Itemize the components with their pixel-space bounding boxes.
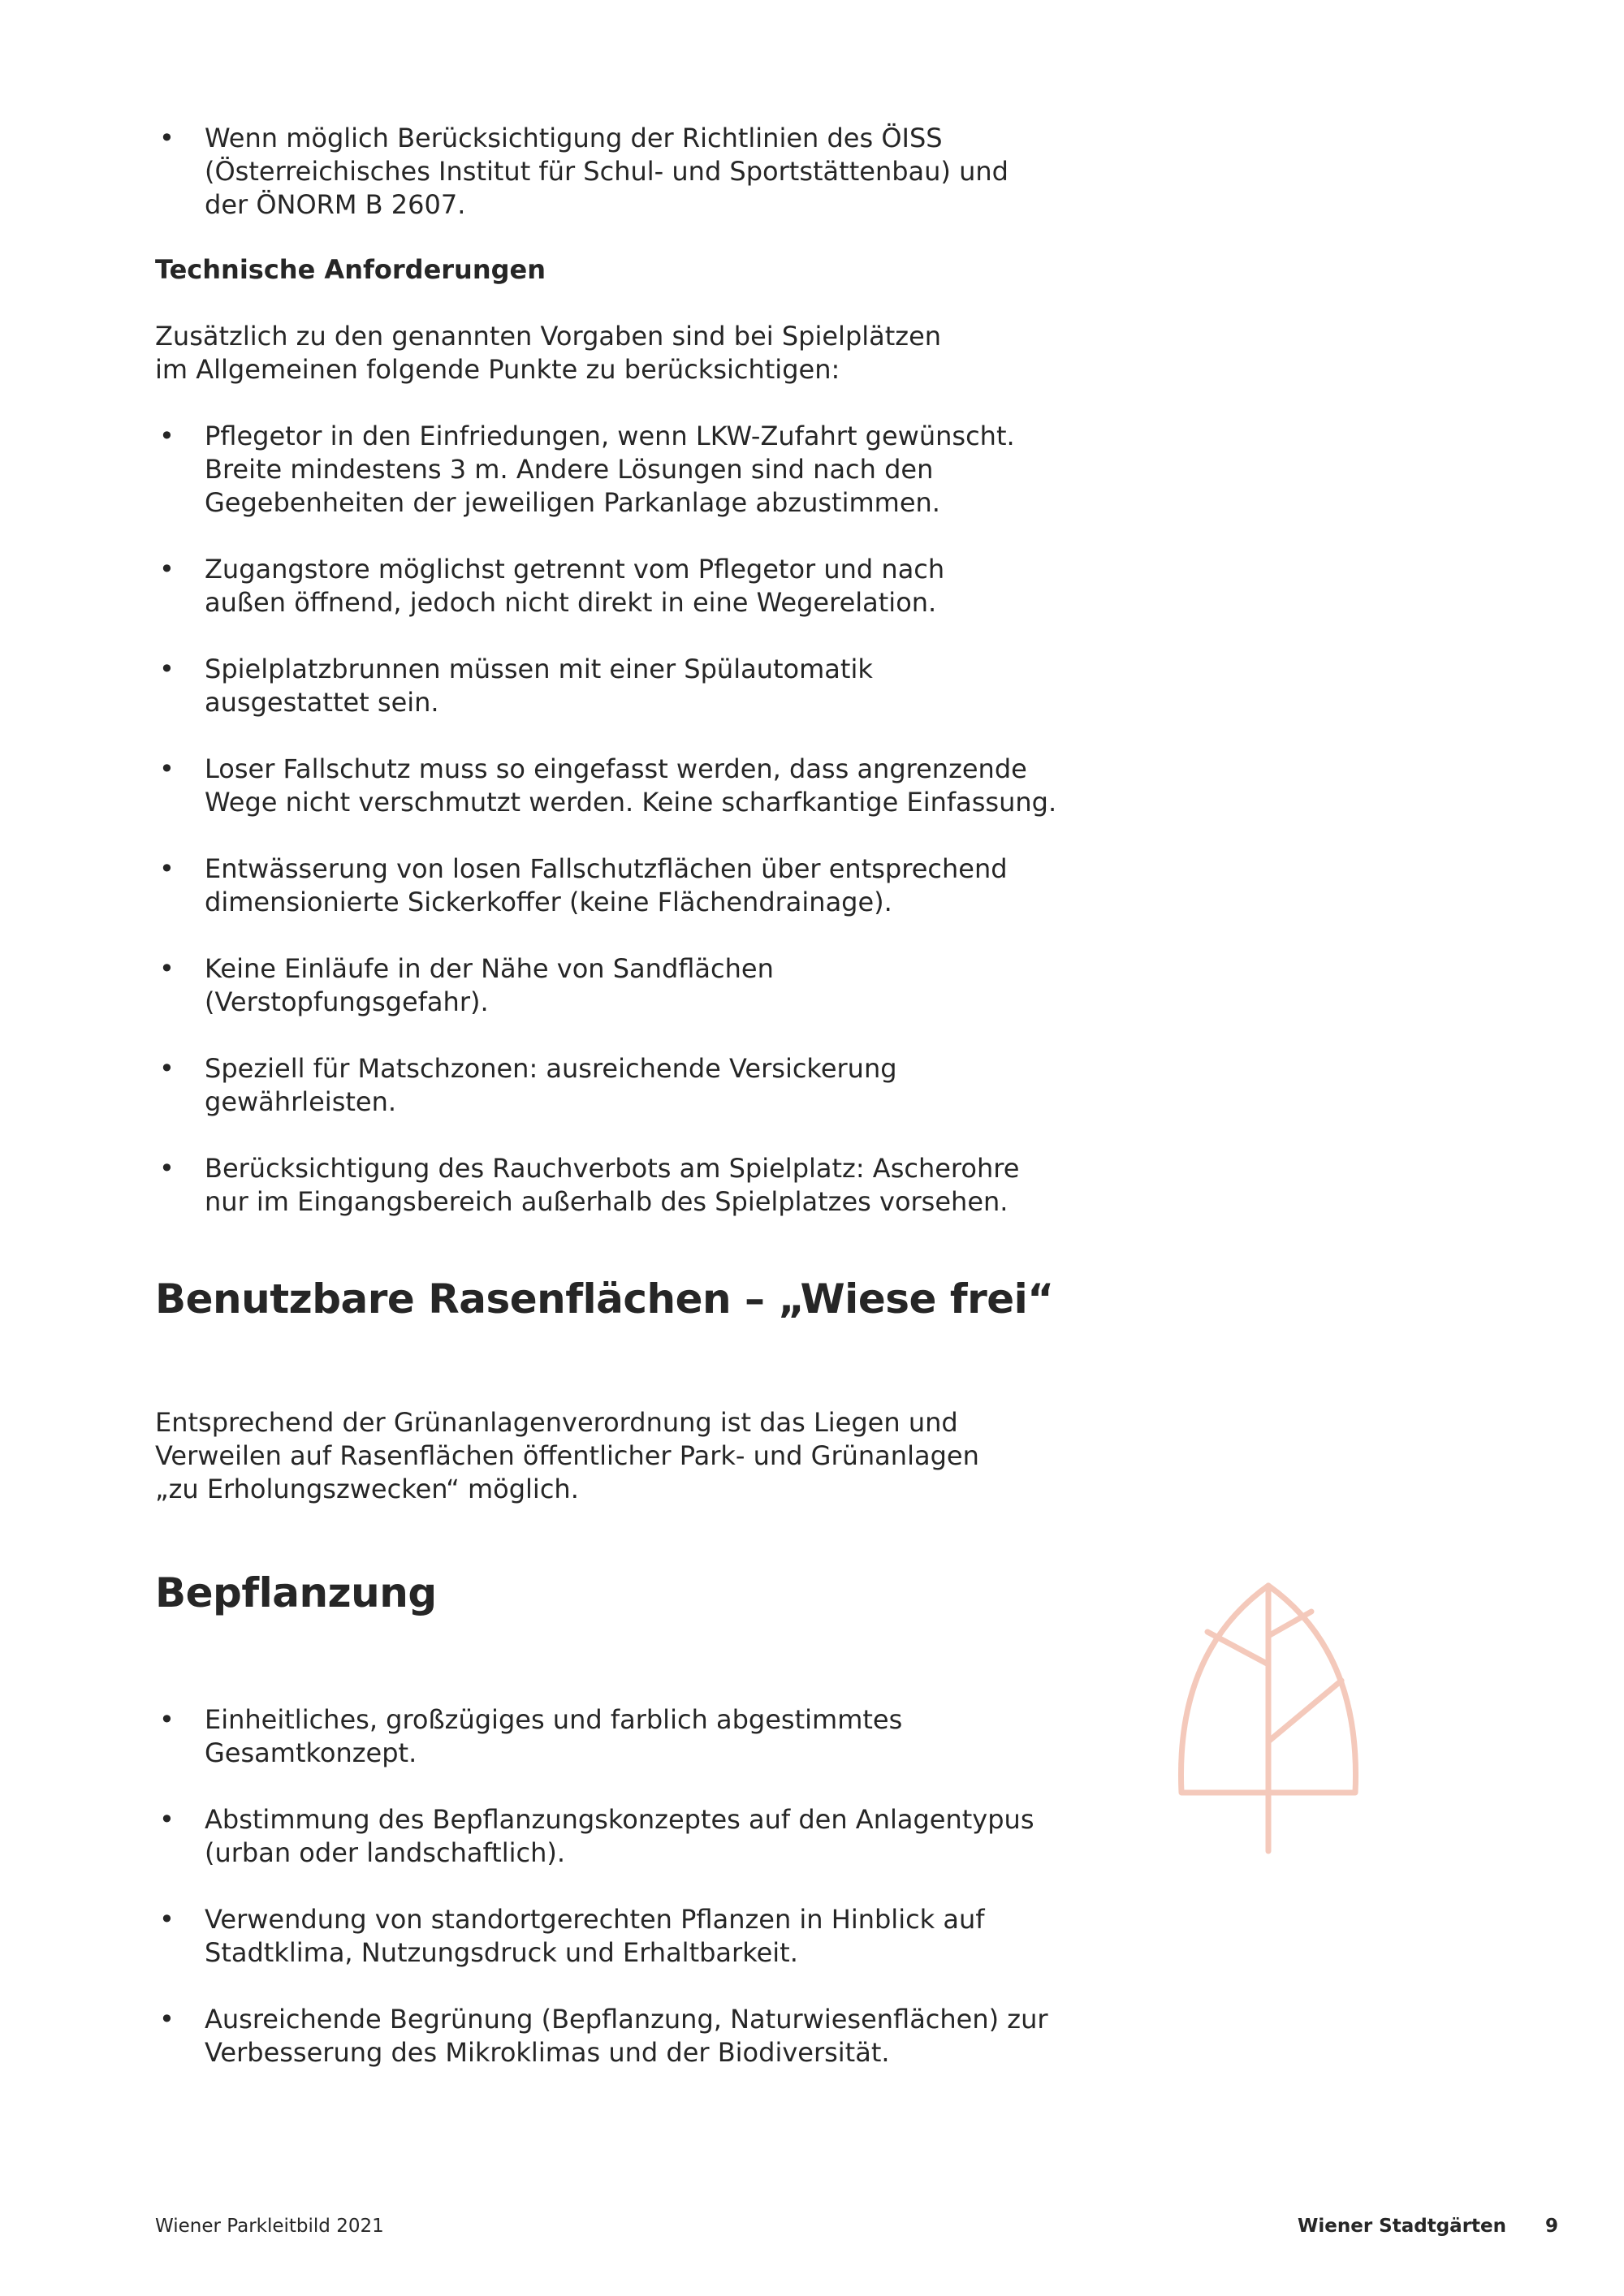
- list-item: • Zugangstore möglichst getrennt vom Pflegetor und nach außen öffnend, jedoch nicht direkt in eine Wegerelation.: [155, 553, 1033, 619]
- page-number: 9: [1545, 2216, 1559, 2237]
- footer-publication: Wiener Parkleitbild 2021: [155, 2216, 384, 2237]
- tree-icon: [1173, 1579, 1364, 1862]
- lawn-heading: Benutzbare Rasenflächen – „Wiese frei“: [155, 1275, 1054, 1323]
- footer-publisher: Wiener Stadtgärten: [1298, 2216, 1507, 2237]
- list-item: • Keine Einläufe in der Nähe von Sandflächen (Verstopfungsgefahr).: [155, 952, 822, 1019]
- list-item: • Einheitliches, großzügiges und farblich abgestimmtes Gesamtkonzept.: [155, 1703, 1017, 1770]
- planting-heading: Bepflanzung: [155, 1569, 437, 1616]
- list-item: • Wenn möglich Berücksichtigung der Richtlinien des ÖISS (Österreichisches Institut für Schul- und Sportstättenbau) und der ÖNORM B 2607.: [155, 122, 1017, 222]
- list-item: • Berücksichtigung des Rauchverbots am Spielplatz: Ascherohre nur im Eingangsbereich außerhalb des Spielplatzes vorsehen.: [155, 1152, 1033, 1219]
- technical-bullet-list: [155, 420, 1089, 1219]
- list-item: • Abstimmung des Bepflanzungskonzeptes auf den Anlagentypus (urban oder landschaftlich).: [155, 1803, 1049, 1870]
- intro-section: [155, 122, 1089, 222]
- planting-section: [155, 1569, 967, 1617]
- list-item: • Spielplatzbrunnen müssen mit einer Spülautomatik ausgestattet sein.: [155, 653, 1033, 719]
- technical-intro: Zusätzlich zu den genannten Vorgaben sind bei Spielplätzen im Allgemeinen folgende Punkte zu berücksichtigen:: [155, 321, 942, 385]
- list-item: • Loser Fallschutz muss so eingefasst werden, dass angrenzende Wege nicht verschmutzt werden. Keine scharfkantige Einfassung.: [155, 753, 1065, 819]
- list-item: • Entwässerung von losen Fallschutzflächen über entsprechend dimensionierte Sickerkoffer (keine Flächendrainage).: [155, 852, 1033, 919]
- lawn-section: [155, 1275, 1129, 1323]
- list-item: • Ausreichende Begrünung (Bepflanzung, Naturwiesenflächen) zur Verbesserung des Mikroklimas und der Biodiversität.: [155, 2003, 1065, 2069]
- lawn-text-block: [155, 1406, 983, 1506]
- list-item: • Verwendung von standortgerechten Pflanzen in Hinblick auf Stadtklima, Nutzungsdruck und Erhaltbarkeit.: [155, 1903, 1017, 1970]
- technical-section: [155, 253, 1089, 1219]
- intro-bullet-list: [155, 122, 1089, 222]
- technical-heading: Technische Anforderungen: [155, 254, 546, 285]
- planting-list-block: [155, 1703, 1089, 2069]
- lawn-text: Entsprechend der Grünanlagenverordnung ist das Liegen und Verweilen auf Rasenflächen öffentlicher Park- und Grünanlagen „zu Erholungszwecken“ möglich.: [155, 1407, 979, 1504]
- planting-bullet-list: [155, 1703, 1089, 2069]
- list-item: • Speziell für Matschzonen: ausreichende Versickerung gewährleisten.: [155, 1052, 984, 1119]
- list-item: • Pflegetor in den Einfriedungen, wenn LKW-Zufahrt gewünscht. Breite mindestens 3 m. Andere Lösungen sind nach den Gegebenheiten der jeweiligen Parkanlage abzustimmen.: [155, 420, 1033, 520]
